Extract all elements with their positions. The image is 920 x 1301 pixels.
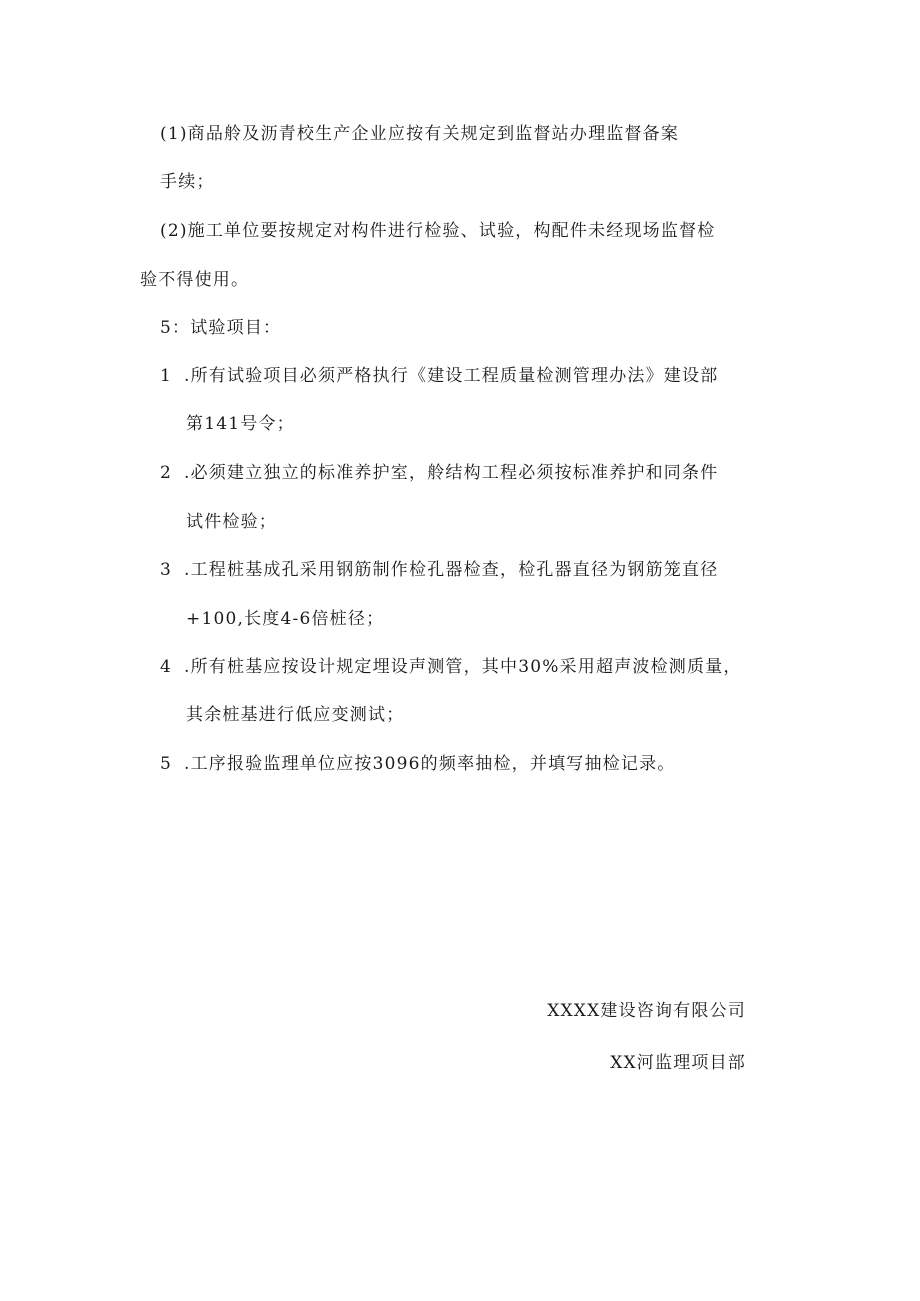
list-item-3-continuation: +100,长度4-6倍桩径；: [186, 609, 385, 629]
list-item-text: .所有桩基应按设计规定埋设声测管，其中30%采用超声波检测质量，: [184, 657, 742, 677]
section-heading: 5：试验项目：: [160, 318, 282, 338]
list-item-2: [160, 461, 718, 485]
list-item-1-continuation: 第141号令；: [186, 414, 295, 434]
list-item-2-continuation: 试件检验；: [186, 512, 277, 532]
list-item-text: .所有试验项目必须严格执行《建设工程质量检测管理办法》建设部: [184, 366, 719, 386]
paragraph-1-line-2: 手续；: [160, 172, 215, 192]
list-item-text: .工程桩基成孔采用钢筋制作检孔器检查，检孔器直径为钢筋笼直径: [184, 560, 719, 580]
list-item-3: [160, 558, 718, 582]
list-item-1: [160, 364, 718, 388]
paragraph-2-line-2: 验不得使用。: [140, 270, 250, 290]
list-item-number: 1: [160, 366, 173, 386]
list-item-text: .工序报验监理单位应按3096的频率抽检，并填写抽检记录。: [184, 754, 676, 774]
list-item-number: 5: [160, 754, 173, 774]
list-item-4-continuation: 其余桩基进行低应变测试；: [186, 705, 405, 725]
list-item-number: 2: [160, 463, 173, 483]
list-item-number: 3: [160, 560, 173, 580]
paragraph-2-line-1: (2)施工单位要按规定对构件进行检验、试验，构配件未经现场监督检: [160, 221, 716, 241]
list-item-4: [160, 655, 742, 679]
signature-department: XX河监理项目部: [610, 1053, 746, 1073]
paragraph-1-line-1: (1)商品舲及沥青校生产企业应按有关规定到监督站办理监督备案: [160, 124, 680, 144]
signature-company: XXXX建设咨询有限公司: [547, 1001, 746, 1021]
list-item-5: [160, 752, 675, 776]
list-item-text: .必须建立独立的标准养护室，舲结构工程必须按标准养护和同条件: [184, 463, 719, 483]
list-item-number: 4: [160, 657, 173, 677]
